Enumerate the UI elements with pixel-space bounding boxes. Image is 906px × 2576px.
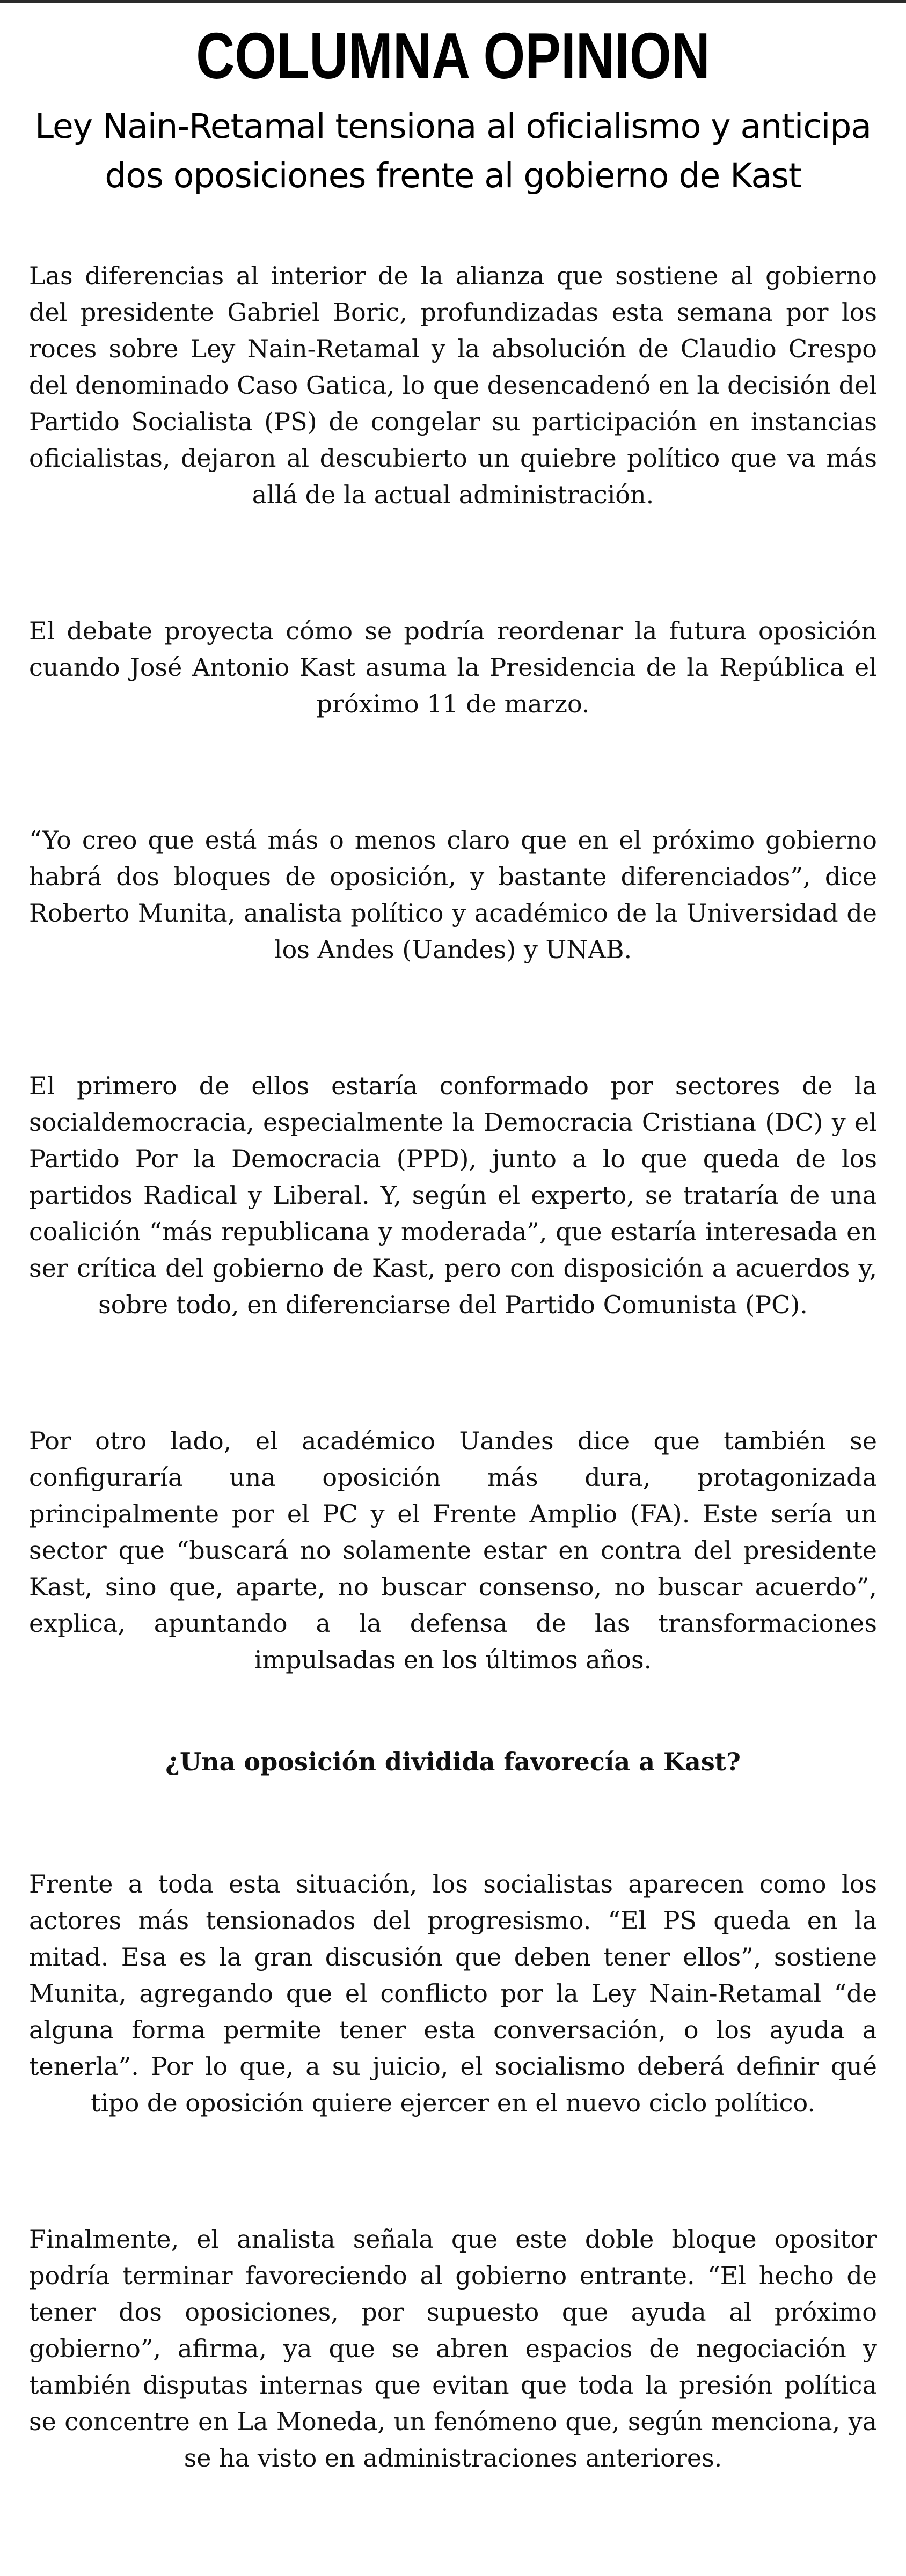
article-paragraph-1: Las diferencias al interior de la alianza que sostiene al gobierno del presidente Gabriel Boric, profundizadas esta semana por los roces sobre Ley Nain-Retamal y la absolución de Claudio Crespo del denominado Caso Gatica, lo que desencadenó en la decisión del Partido Socialista (PS) de congelar su participación en instancias oficialistas, dejaron al descubierto un quiebre político que va más allá de la actual administración.: [29, 261, 877, 509]
article-paragraph-2: El debate proyecta cómo se podría reordenar la futura oposición cuando José Antonio Kast asuma la Presidencia de la República el próximo 11 de marzo.: [29, 616, 877, 718]
article-paragraph-3: “Yo creo que está más o menos claro que en el próximo gobierno habrá dos bloques de oposición, y bastante diferenciados”, dice Roberto Munita, analista político y académico de la Universidad de los Andes (Uandes) y UNAB.: [29, 826, 877, 964]
section-title: COLUMNA OPINION: [196, 19, 710, 92]
article-body: [29, 257, 877, 2476]
article-headline: Ley Nain-Retamal tensiona al oficialismo y anticipa dos oposiciones frente al gobierno de Kast: [35, 107, 871, 195]
article-subheading: ¿Una oposición dividida favorecía a Kast?: [165, 1747, 741, 1776]
opinion-column-page: [29, 0, 877, 2576]
article-paragraph-4: El primero de ellos estaría conformado por sectores de la socialdemocracia, especialmente la Democracia Cristiana (DC) y el Partido Por la Democracia (PPD), junto a lo que queda de los partidos Radical y Liberal. Y, según el experto, se trataría de una coalición “más republicana y moderada”, que estaría interesada en ser crítica del gobierno de Kast, pero con disposición a acuerdos y, sobre todo, en diferenciarse del Partido Comunista (PC).: [29, 1071, 877, 1319]
article-paragraph-7: Finalmente, el analista señala que este doble bloque opositor podría terminar favoreciendo al gobierno entrante. “El hecho de tener dos oposiciones, por supuesto que ayuda al próximo gobierno”, afirma, ya que se abren espacios de negociación y también disputas internas que evitan que toda la presión política se concentre en La Moneda, un fenómeno que, según menciona, ya se ha visto en administraciones anteriores.: [29, 2225, 877, 2472]
article-paragraph-6: Frente a toda esta situación, los socialistas aparecen como los actores más tensionados del progresismo. “El PS queda en la mitad. Esa es la gran discusión que deben tener ellos”, sostiene Munita, agregando que el conflicto por la Ley Nain-Retamal “de alguna forma permite tener esta conversación, o los ayuda a tenerla”. Por lo que, a su juicio, el socialismo deberá definir qué tipo de oposición quiere ejercer en el nuevo ciclo político.: [29, 1870, 877, 2117]
article-paragraph-5: Por otro lado, el académico Uandes dice que también se configuraría una oposición más dura, protagonizada principalmente por el PC y el Frente Amplio (FA). Este sería un sector que “buscará no solamente estar en contra del presidente Kast, sino que, aparte, no buscar consenso, no buscar acuerdo”, explica, apuntando a la defensa de las transformaciones impulsadas en los últimos años.: [29, 1426, 877, 1674]
